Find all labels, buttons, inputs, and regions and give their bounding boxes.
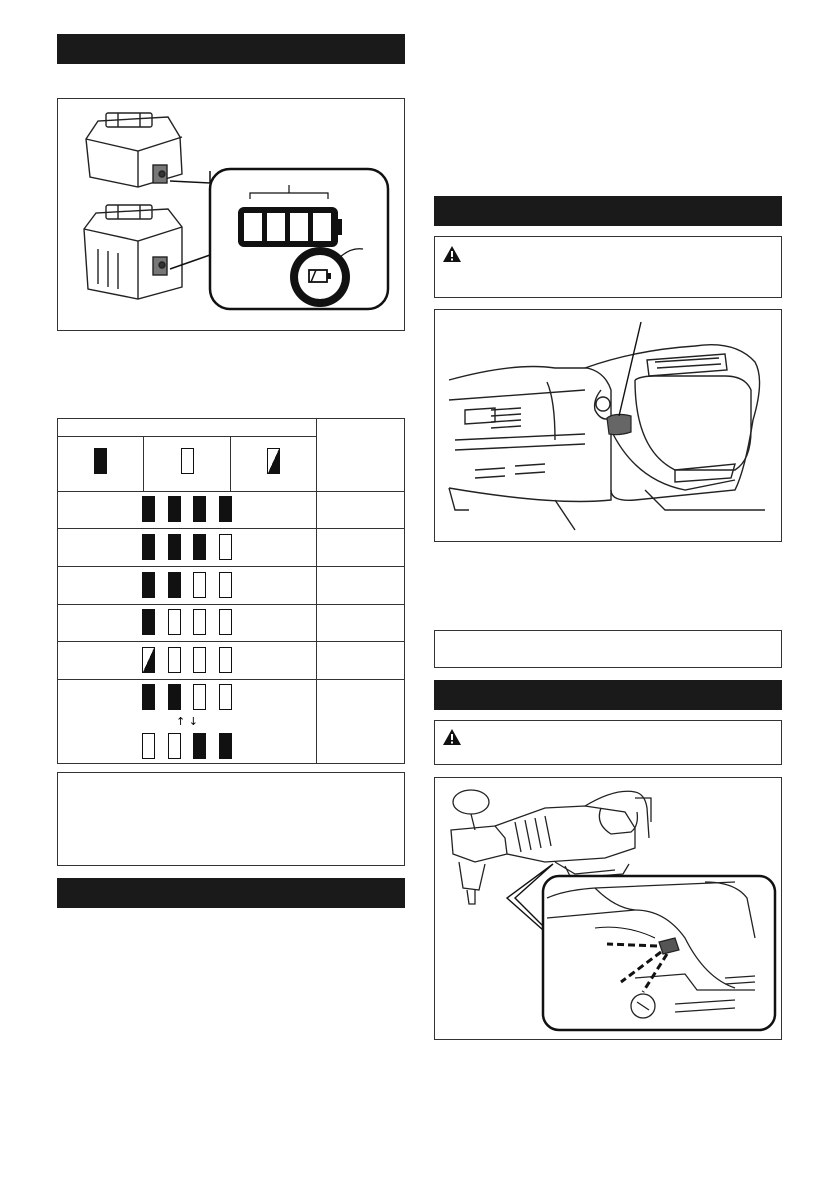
indicator-lamp	[168, 647, 181, 673]
indicator-lamp	[219, 647, 232, 673]
warning-box-2	[434, 720, 782, 765]
indicator-lamp	[193, 647, 206, 673]
table-row-line	[57, 641, 405, 642]
section-header-bar-right-1	[434, 196, 782, 226]
table-row-line	[57, 604, 405, 605]
table-subcol-line	[230, 436, 231, 491]
indicator-lamp	[142, 609, 155, 635]
warning-triangle-icon	[442, 245, 462, 263]
indicator-lamp	[219, 496, 232, 522]
indicator-lamp	[193, 534, 206, 560]
indicator-lamp	[219, 534, 232, 560]
indicator-lamp	[142, 534, 155, 560]
warning-triangle-icon	[442, 728, 462, 746]
indicator-lamp-blink-bottom	[168, 733, 181, 759]
table-row-line	[57, 566, 405, 567]
indicator-lamp-blink-top	[193, 684, 206, 710]
battery-indicator-figure	[57, 98, 405, 331]
battery-illustration	[58, 99, 404, 330]
indicator-lamp	[142, 496, 155, 522]
indicator-lamp-blink-bottom	[142, 733, 155, 759]
indicator-lamp	[219, 609, 232, 635]
tool-lamp-figure	[434, 777, 782, 1040]
indicator-lamp-blink-bottom	[193, 733, 206, 759]
section-header-bar-right-2	[434, 680, 782, 710]
indicator-lamp	[168, 572, 181, 598]
section-header-bar-left-2	[57, 878, 405, 908]
note-box	[57, 772, 405, 866]
indicator-lamp	[168, 609, 181, 635]
indicator-lamp	[142, 647, 155, 673]
table-divider-vertical	[316, 418, 317, 764]
indicator-lamp-blink-top	[168, 684, 181, 710]
indicator-lamp-blink-top	[219, 684, 232, 710]
warning-box-1	[434, 236, 782, 298]
tool-handle-illustration	[435, 310, 781, 541]
table-subcol-line	[143, 436, 144, 491]
indicator-lamp-blink-bottom	[219, 733, 232, 759]
legend-lamp-off	[181, 448, 194, 474]
tool-switch-figure	[434, 309, 782, 542]
indicator-lamp	[219, 572, 232, 598]
indicator-lamp	[142, 572, 155, 598]
table-row-line	[57, 491, 405, 492]
section-header-bar-battery-capacity	[57, 34, 405, 64]
note-box-right	[434, 630, 782, 668]
indicator-lamp	[168, 496, 181, 522]
legend-lamp-lighted	[94, 448, 107, 474]
table-row-line	[57, 528, 405, 529]
indicator-lamp	[193, 609, 206, 635]
indicator-lamp-blink-top	[142, 684, 155, 710]
blink-arrows: ↑ ↓	[176, 715, 198, 728]
table-header-line	[57, 436, 317, 437]
legend-lamp-blinking	[267, 448, 280, 474]
table-row-line	[57, 679, 405, 680]
angle-drill-illustration	[435, 778, 781, 1039]
indicator-lamp	[193, 496, 206, 522]
indicator-lamp	[168, 534, 181, 560]
indicator-lamp	[193, 572, 206, 598]
